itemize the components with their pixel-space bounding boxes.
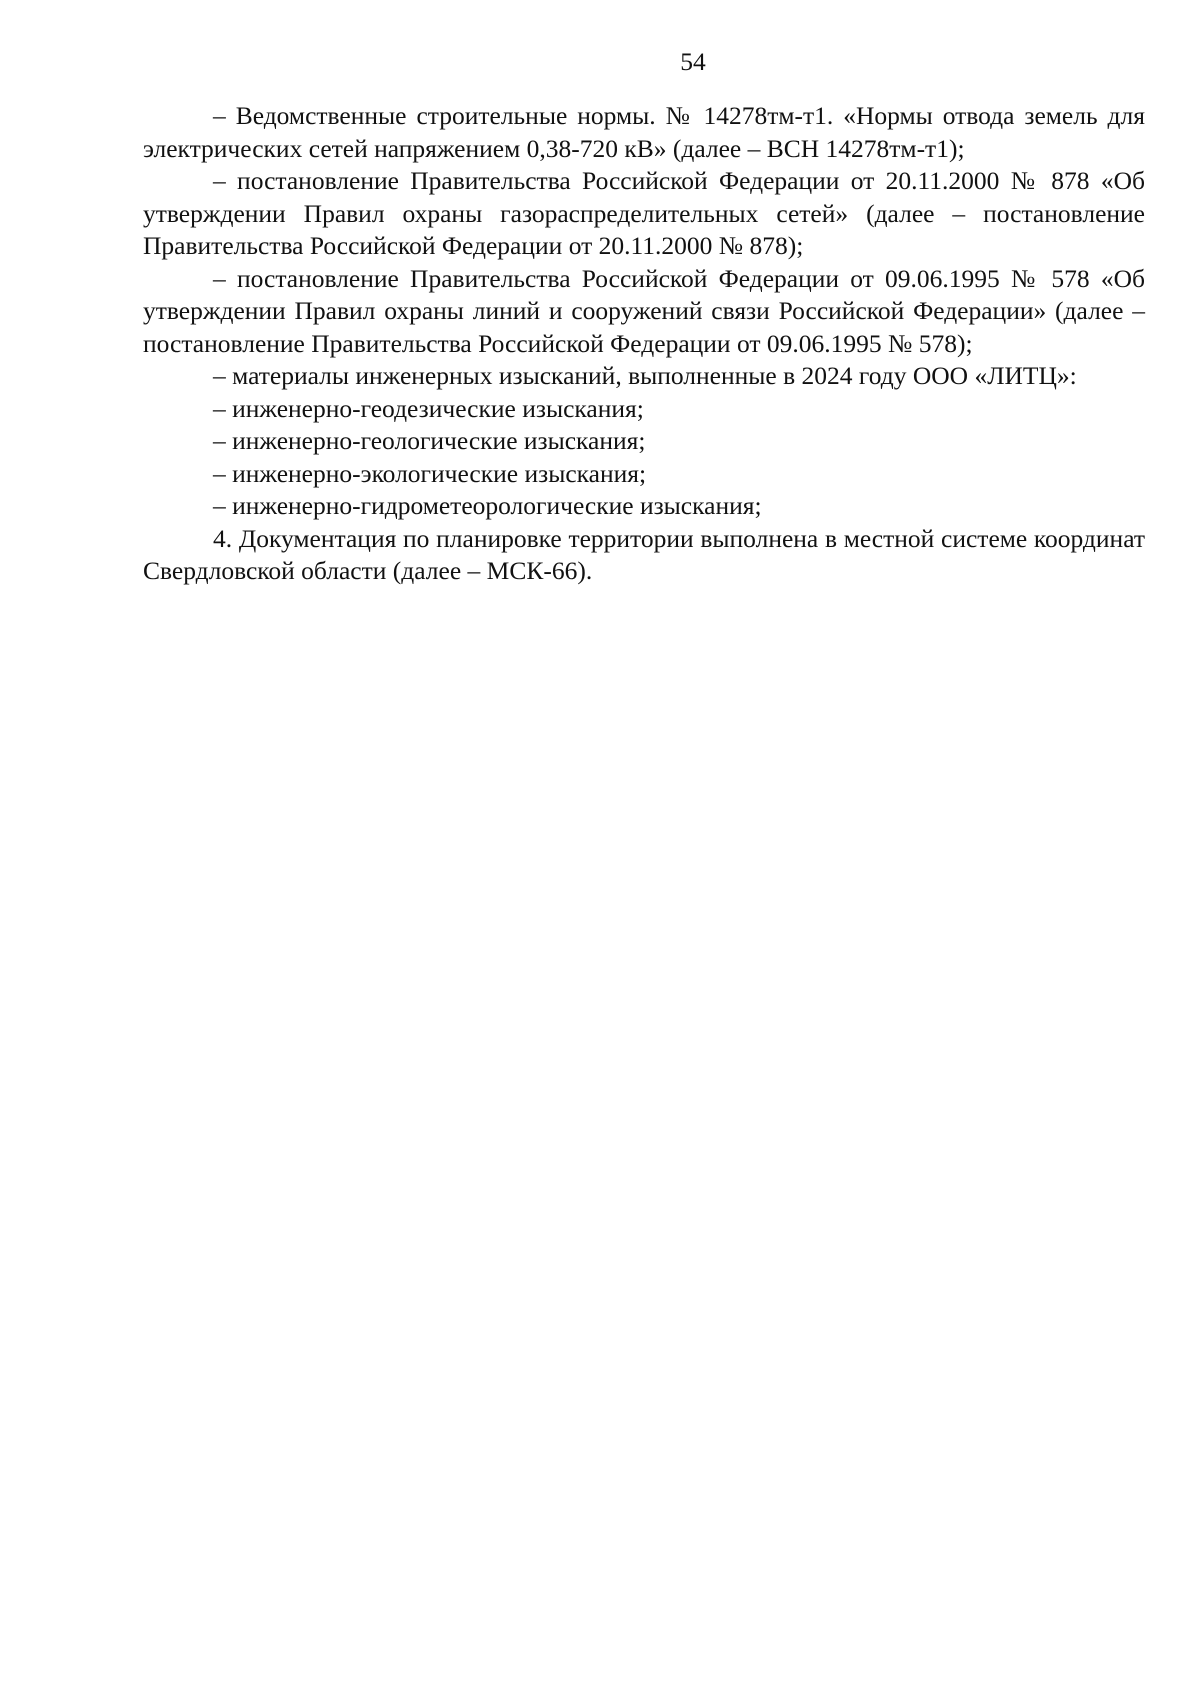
paragraph-vsn-norms: – Ведомственные строительные нормы. № 14278тм-т1. «Нормы отвода земель для электрических сетей напряжением 0,38-720 кВ» (далее – ВСН 14278тм-т1); [143,101,1145,163]
list-item-ecological-survey: – инженерно-экологические изыскания; [213,458,647,488]
paragraph-coordinate-system: 4. Документация по планировке территории выполнена в местной системе координат Свердловской области (далее – МСК-66). [143,523,1145,585]
list-item-geological-survey: – инженерно-геологические изыскания; [213,426,646,455]
paragraph-decree-878: – постановление Правительства Российской Федерации от 20.11.2000 № 878 «Об утверждении Правил охраны газораспределительных сетей» (далее – постановление Правительства Российской Федерации от 20.11.2000 № 878); [143,166,1145,260]
list-item-hydrometeorological-survey: – инженерно-гидрометеорологические изыскания; [213,491,762,520]
page-number: 54 [680,47,706,76]
list-item-geodetic-survey: – инженерно-геодезические изыскания; [213,393,644,423]
paragraph-survey-materials: – материалы инженерных изысканий, выполненные в 2024 году ООО «ЛИТЦ»: [213,361,1077,390]
paragraph-decree-578: – постановление Правительства Российской Федерации от 09.06.1995 № 578 «Об утверждении Правил охраны линий и сооружений связи Российской Федерации» (далее – постановление Правительства Российской Федерации от 09.06.1995 № 578); [143,263,1145,358]
